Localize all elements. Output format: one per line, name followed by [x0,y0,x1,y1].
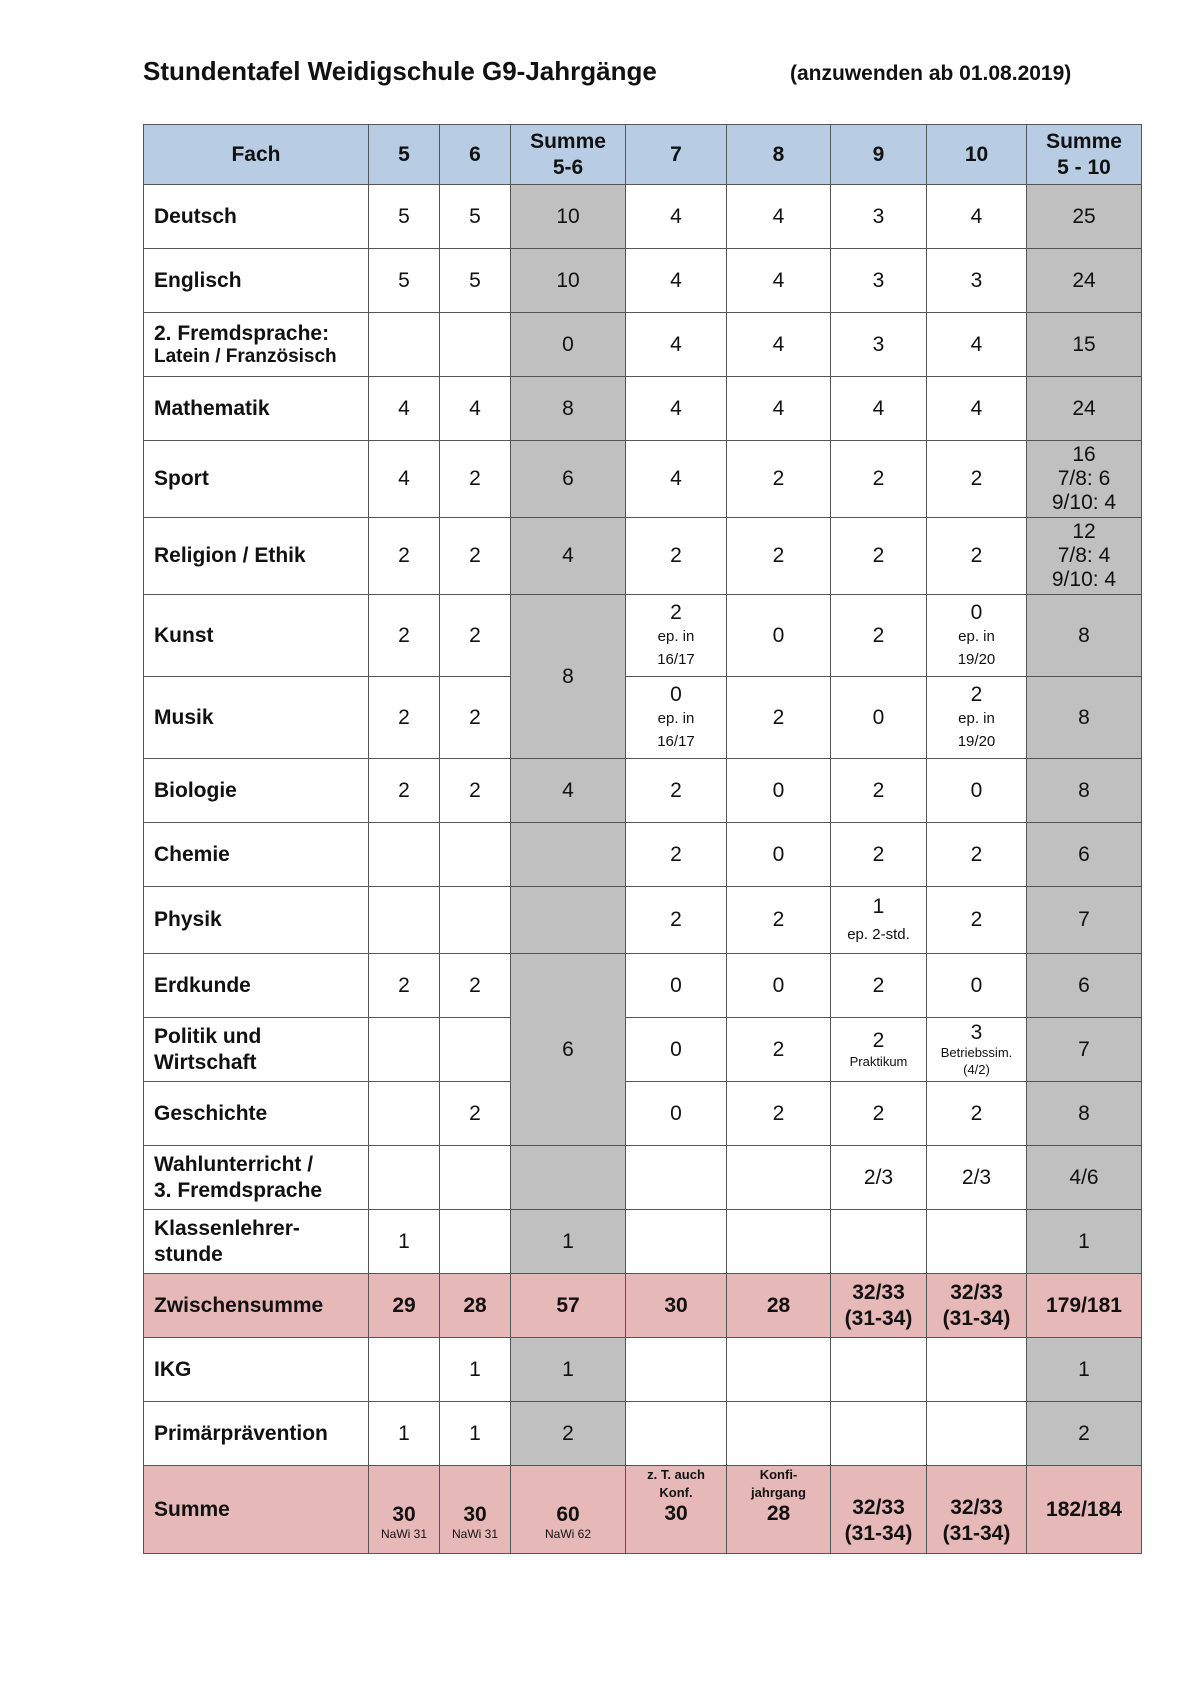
table-row-deutsch [144,185,1142,249]
cell-9: 2/3 [831,1146,927,1210]
table-row-englisch [144,249,1142,313]
cell-7: 0 [626,1082,727,1146]
cell-10-note2: 19/20 [957,651,996,669]
cell-6: 2 [440,954,511,1018]
cell-9: 2 [831,823,927,887]
table-row-biologie [144,759,1142,823]
cell-8 [727,1210,831,1274]
cell-9 [831,1338,927,1402]
cell-5: 2 [369,954,440,1018]
cell-7 [626,1402,727,1466]
table-row-sport [144,441,1142,518]
table-row-wahlunterricht [144,1146,1142,1210]
cell-6: 2 [440,1082,511,1146]
cell-9 [831,1466,927,1554]
cell-10 [927,1466,1027,1554]
cell-8: 4 [727,313,831,377]
cell-10: 2 [927,887,1027,954]
cell-9: 2 [831,1082,927,1146]
sum510-total: 16 [1072,442,1096,466]
cell-10-value: 0 [970,600,983,624]
cell-sum510: 8 [1027,595,1142,677]
cell-9: 3 [831,249,927,313]
cell-sum56-value: 60 [556,1503,580,1527]
cell-sum510: 25 [1027,185,1142,249]
cell-sum510: 182/184 [1027,1466,1142,1554]
cell-7-note1: ep. in [657,709,695,727]
cell-8: 2 [727,677,831,759]
fach-label-l2: Latein / Französisch [154,345,337,367]
page-title: Stundentafel Weidigschule G9-Jahrgänge [143,56,657,86]
cell-10-note1: ep. in [958,627,995,645]
cell-sum510: 1 [1027,1338,1142,1402]
cell-7 [626,1210,727,1274]
cell-7: 4 [626,185,727,249]
header-sum56-l2: 5-6 [552,155,584,179]
table-row-summe [144,1466,1142,1554]
cell-6 [440,1466,511,1554]
header-10: 10 [927,125,1027,185]
cell-6 [440,1018,511,1082]
cell-9-l1: 32/33 [852,1281,905,1305]
cell-6 [440,313,511,377]
cell-10-value: 2 [970,682,983,706]
cell-10 [927,1338,1027,1402]
cell-10 [927,677,1027,759]
cell-8-value: 28 [766,1502,791,1526]
cell-9: 3 [831,313,927,377]
cell-10: 3 [927,249,1027,313]
cell-5 [369,887,440,954]
fach-label: Mathematik [144,377,369,441]
fach-label: Zwischensumme [144,1274,369,1338]
cell-6: 1 [440,1402,511,1466]
cell-9-l2: (31-34) [844,1521,913,1545]
cell-10-note2: (4/2) [963,1062,990,1078]
cell-8 [727,1338,831,1402]
cell-5: 2 [369,518,440,595]
cell-8: 2 [727,887,831,954]
cell-sum56-kunst-musik: 8 [511,595,626,759]
fach-label-l1: Politik und [154,1025,262,1049]
cell-sum510 [1027,518,1142,595]
cell-5 [369,1146,440,1210]
cell-5: 1 [369,1210,440,1274]
cell-8: 0 [727,954,831,1018]
cell-sum510: 6 [1027,823,1142,887]
cell-8 [727,1402,831,1466]
cell-9: 2 [831,441,927,518]
cell-6: 2 [440,595,511,677]
fach-label-l1: Wahlunterricht / [154,1153,314,1177]
table-row-mathematik [144,377,1142,441]
cell-7 [626,595,727,677]
cell-sum56: 57 [511,1274,626,1338]
cell-9 [831,1210,927,1274]
cell-9: 2 [831,595,927,677]
cell-9 [831,1018,927,1082]
cell-9-note: ep. 2-std. [847,925,910,943]
cell-sum56: 8 [511,377,626,441]
cell-sum510: 179/181 [1027,1274,1142,1338]
cell-10: 0 [927,954,1027,1018]
cell-7: 2 [626,887,727,954]
cell-9: 2 [831,518,927,595]
fach-label: Sport [144,441,369,518]
cell-sum510: 8 [1027,677,1142,759]
cell-7-note1: ep. in [657,627,695,645]
fach-label-l1: 2. Fremdsprache: [154,321,330,345]
header-sum510-l1: Summe [1046,130,1122,154]
sum510-910: 9/10: 4 [1051,491,1117,515]
cell-sum56-gesellschaft: 6 [511,954,626,1146]
cell-7 [626,1466,727,1554]
fach-label-l2: Wirtschaft [154,1050,257,1074]
cell-5: 2 [369,677,440,759]
cell-6: 2 [440,677,511,759]
cell-9-value: 1 [872,894,885,918]
cell-7 [626,677,727,759]
cell-9: 2 [831,954,927,1018]
cell-sum510: 2 [1027,1402,1142,1466]
cell-8-note1: Konfi- [759,1467,798,1482]
cell-10-l2: (31-34) [942,1521,1011,1545]
cell-9-l1: 32/33 [852,1496,905,1520]
cell-8: 2 [727,518,831,595]
cell-10-l1: 32/33 [950,1281,1003,1305]
cell-8: 2 [727,1082,831,1146]
cell-6: 4 [440,377,511,441]
cell-sum510: 7 [1027,1018,1142,1082]
cell-5 [369,1018,440,1082]
fach-label [144,313,369,377]
cell-6: 5 [440,249,511,313]
cell-sum510: 7 [1027,887,1142,954]
cell-7: 30 [626,1274,727,1338]
cell-sum56: 10 [511,185,626,249]
header-sum510 [1027,125,1142,185]
sum510-78: 7/8: 4 [1057,543,1111,567]
cell-sum510: 8 [1027,759,1142,823]
cell-10: 4 [927,377,1027,441]
table-row-powi [144,1018,1142,1082]
cell-10-note2: 19/20 [957,733,996,751]
fach-label: Erdkunde [144,954,369,1018]
cell-sum510 [1027,441,1142,518]
cell-10: 2 [927,1082,1027,1146]
cell-10: 2/3 [927,1146,1027,1210]
cell-8 [727,1146,831,1210]
header-fach: Fach [144,125,369,185]
cell-10-l1: 32/33 [950,1496,1003,1520]
fach-label [144,1146,369,1210]
cell-8-note2: jahrgang [751,1484,806,1500]
header-row [144,125,1142,185]
cell-6: 2 [440,518,511,595]
header-sum56-l1: Summe [530,130,606,154]
cell-7-note2: 16/17 [657,651,695,669]
valid-from-note: (anzuwenden ab 01.08.2019) [790,62,1072,85]
cell-7-value: 0 [670,682,682,706]
header-9: 9 [831,125,927,185]
cell-6: 2 [440,441,511,518]
fach-label: Musik [144,677,369,759]
header-5: 5 [369,125,440,185]
cell-10: 2 [927,441,1027,518]
cell-5: 2 [369,759,440,823]
cell-sum56: 2 [511,1402,626,1466]
cell-7: 4 [626,313,727,377]
fach-label: Geschichte [144,1082,369,1146]
cell-10-value: 3 [970,1021,983,1045]
table-row-fremdsprache2 [144,313,1142,377]
cell-sum510: 4/6 [1027,1146,1142,1210]
cell-5 [369,313,440,377]
fach-label: Physik [144,887,369,954]
cell-sum56: 4 [511,759,626,823]
header-7: 7 [626,125,727,185]
cell-8: 0 [727,823,831,887]
cell-10-l2: (31-34) [942,1306,1011,1330]
fach-label [144,1210,369,1274]
cell-10 [927,595,1027,677]
cell-5 [369,1466,440,1554]
fach-label: Primärprävention [144,1402,369,1466]
cell-6: 5 [440,185,511,249]
cell-7: 2 [626,759,727,823]
fach-label: Englisch [144,249,369,313]
cell-8: 4 [727,249,831,313]
cell-6: 2 [440,759,511,823]
cell-5: 2 [369,595,440,677]
cell-7: 0 [626,1018,727,1082]
cell-sum56: 4 [511,518,626,595]
cell-sum56 [511,1146,626,1210]
cell-7 [626,1146,727,1210]
cell-sum56: 1 [511,1210,626,1274]
fach-label: Religion / Ethik [144,518,369,595]
header-8: 8 [727,125,831,185]
table-row-erdkunde [144,954,1142,1018]
cell-9-value: 2 [872,1029,885,1053]
header-sum56 [511,125,626,185]
cell-10 [927,1274,1027,1338]
fach-label: Chemie [144,823,369,887]
cell-7-value: 2 [670,600,682,624]
cell-5: 4 [369,377,440,441]
cell-5: 29 [369,1274,440,1338]
fach-label: Kunst [144,595,369,677]
table-row-geschichte [144,1082,1142,1146]
cell-8: 0 [727,759,831,823]
fach-label-l1: Klassenlehrer- [154,1217,300,1241]
cell-7-value: 30 [664,1502,688,1526]
cell-9 [831,1402,927,1466]
sum510-78: 7/8: 6 [1057,466,1111,490]
cell-5: 4 [369,441,440,518]
table-row-zwischensumme [144,1274,1142,1338]
cell-7: 2 [626,518,727,595]
cell-8: 4 [727,377,831,441]
cell-sum510: 1 [1027,1210,1142,1274]
cell-10-note1: ep. in [958,709,995,727]
cell-6: 28 [440,1274,511,1338]
cell-9: 3 [831,185,927,249]
sum510-total: 12 [1072,519,1096,543]
cell-8: 0 [727,595,831,677]
cell-8: 2 [727,441,831,518]
cell-9 [831,887,927,954]
cell-9-l2: (31-34) [844,1306,913,1330]
cell-6 [440,1146,511,1210]
cell-10 [927,1402,1027,1466]
cell-9 [831,1274,927,1338]
cell-8 [727,1466,831,1554]
cell-9: 2 [831,759,927,823]
cell-sum510: 15 [1027,313,1142,377]
table-row-ikg [144,1338,1142,1402]
cell-10: 4 [927,313,1027,377]
cell-7 [626,1338,727,1402]
cell-5 [369,1082,440,1146]
cell-5-value: 30 [392,1503,416,1527]
cell-sum56: 0 [511,313,626,377]
cell-10: 0 [927,759,1027,823]
cell-7: 0 [626,954,727,1018]
cell-10-note1: Betriebssim. [940,1045,1013,1061]
cell-sum510: 24 [1027,377,1142,441]
table-row-religion [144,518,1142,595]
cell-10: 4 [927,185,1027,249]
cell-sum56: 10 [511,249,626,313]
cell-7-note1: z. T. auch [647,1467,705,1482]
cell-sum56 [511,1466,626,1554]
fach-label: IKG [144,1338,369,1402]
cell-8: 28 [727,1274,831,1338]
table-row-kunst [144,595,1142,677]
cell-9: 4 [831,377,927,441]
cell-6 [440,823,511,887]
cell-7: 4 [626,249,727,313]
cell-5 [369,823,440,887]
cell-sum56: 1 [511,1338,626,1402]
cell-10 [927,1210,1027,1274]
cell-sum56 [511,887,626,954]
cell-6 [440,887,511,954]
header-sum510-l2: 5 - 10 [1057,155,1111,179]
table-row-chemie [144,823,1142,887]
cell-7-note2: 16/17 [657,733,695,751]
cell-5: 5 [369,249,440,313]
cell-8: 2 [727,1018,831,1082]
timetable [143,124,1142,1554]
cell-10 [927,1018,1027,1082]
table-row-musik [144,677,1142,759]
cell-5: 5 [369,185,440,249]
fach-label: Biologie [144,759,369,823]
cell-6: 1 [440,1338,511,1402]
fach-label: Deutsch [144,185,369,249]
cell-9-note: Praktikum [849,1053,908,1069]
cell-10: 2 [927,823,1027,887]
sum510-910: 9/10: 4 [1051,568,1117,592]
cell-6-note: NaWi 31 [451,1527,498,1542]
fach-label: Summe [144,1466,369,1554]
table-row-physik [144,887,1142,954]
cell-sum510: 8 [1027,1082,1142,1146]
cell-sum510: 6 [1027,954,1142,1018]
fach-label-l2: 3. Fremdsprache [154,1178,323,1202]
cell-7: 4 [626,441,727,518]
cell-7: 2 [626,823,727,887]
table-row-klassenlehrerstunde [144,1210,1142,1274]
header-6: 6 [440,125,511,185]
fach-label [144,1018,369,1082]
cell-6-value: 30 [463,1503,487,1527]
cell-5: 1 [369,1402,440,1466]
cell-sum56 [511,823,626,887]
cell-8: 4 [727,185,831,249]
cell-6 [440,1210,511,1274]
cell-7-note2: Konf. [659,1484,693,1500]
table-row-primaerpraevention [144,1402,1142,1466]
cell-sum510: 24 [1027,249,1142,313]
cell-7: 4 [626,377,727,441]
cell-sum56-note: NaWi 62 [544,1527,591,1542]
fach-label-l2: stunde [154,1242,223,1266]
cell-5 [369,1338,440,1402]
cell-5-note: NaWi 31 [380,1527,427,1542]
cell-10: 2 [927,518,1027,595]
cell-9: 0 [831,677,927,759]
cell-sum56: 6 [511,441,626,518]
